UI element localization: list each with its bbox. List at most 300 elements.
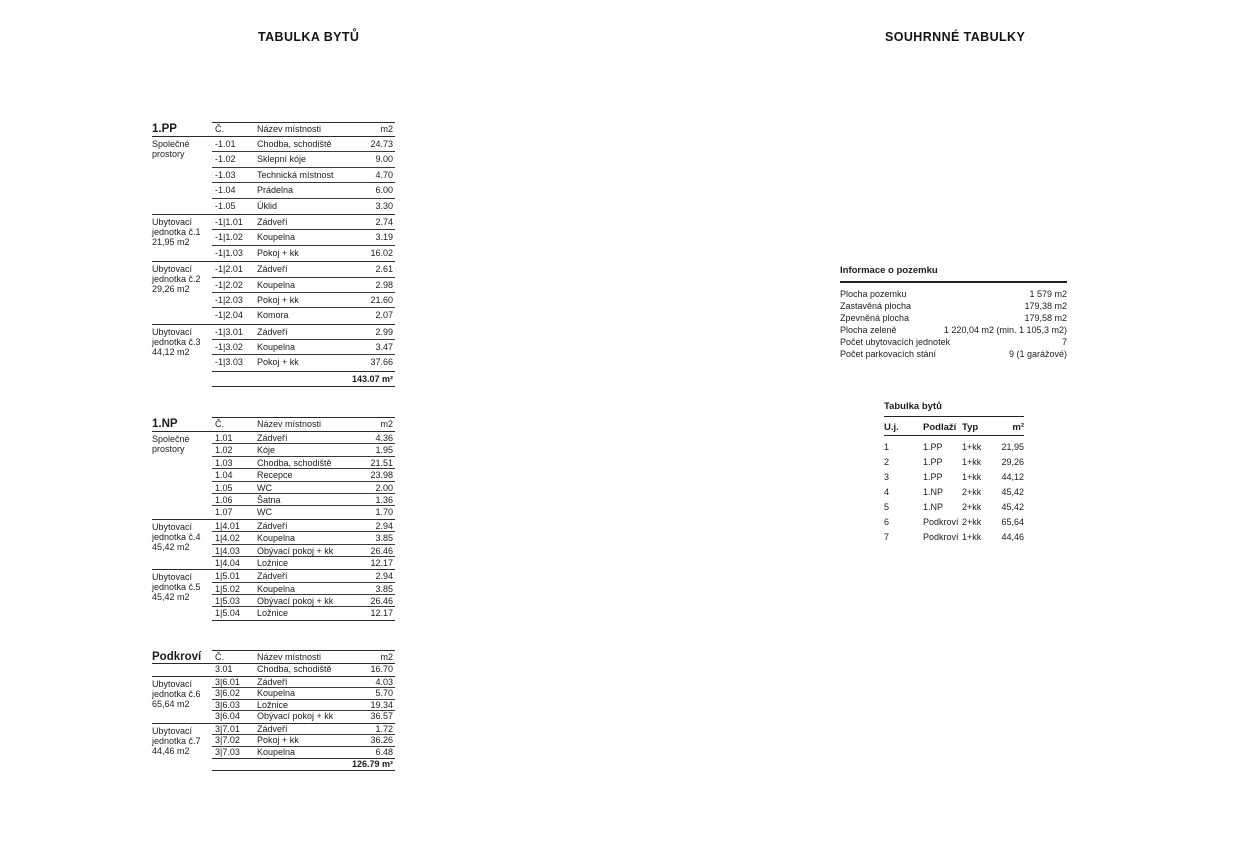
room-number: 1|4.04 [215,557,240,568]
group-rows [212,325,395,371]
apartment-row [884,455,1024,470]
apartment-cell: 1 [884,442,890,452]
floor-table-column-headers [212,417,395,431]
room-number: 1|5.03 [215,596,240,607]
apartment-cell: 3 [884,472,890,482]
room-number: 3|6.02 [215,688,240,698]
group-label [152,664,212,676]
room-row [212,545,395,557]
plot-info-label: Zastavěná plocha [840,301,912,311]
room-number: 3.01 [215,664,233,674]
room-name: Ložnice [257,608,289,619]
apartments-column-header: m² [1012,422,1024,433]
group-rows [212,677,395,723]
room-name: Obývací pokoj + kk [257,545,334,556]
room-number: -1.01 [215,139,236,149]
room-row [212,747,395,759]
room-area: 3.85 [375,583,393,594]
room-name: Obývací pokoj + kk [257,596,334,607]
room-number: 1|4.03 [215,545,240,556]
room-area: 21.51 [370,457,393,468]
floor-table-header-row [152,122,395,137]
column-header-number: Č. [215,419,224,429]
apartment-cell: Podkroví [923,517,959,527]
room-name: Šatna [257,494,281,505]
room-group [152,519,395,570]
floor-table-groups [152,432,395,621]
room-group [152,261,395,324]
floor-table-header-row [152,650,395,664]
room-area: 37.66 [370,357,393,368]
room-name: Úklid [257,200,278,211]
apartment-row [884,515,1024,530]
apartment-cell: 44,12 [1001,472,1024,482]
room-name: Chodba, schodiště [257,139,332,149]
room-area: 19.34 [370,699,393,710]
room-name: Koupelna [257,746,296,757]
room-group [152,676,395,723]
plot-info-row [840,324,1067,336]
room-name: Pokoj + kk [257,294,299,305]
room-name: Zádveří [257,216,288,227]
room-area: 2.07 [375,310,393,321]
apartment-cell: 6 [884,517,890,527]
room-area: 4.36 [375,433,393,443]
floor-name: Podkroví [152,651,202,663]
room-row [212,246,395,261]
floor-table-groups [152,664,395,758]
group-label-line: Ubytovací [152,264,193,275]
room-name: Zádveří [257,571,288,582]
room-name: Koupelna [257,688,296,698]
room-area: 16.70 [370,664,393,674]
room-row [212,215,395,230]
room-name: Komora [257,310,289,321]
room-row [212,570,395,582]
apartment-cell: 1.PP [923,457,943,467]
room-area: 23.98 [370,470,393,481]
apartment-cell: 21,95 [1001,442,1024,452]
room-name: Pokoj + kk [257,357,299,368]
room-row [212,325,395,340]
plot-info-row [840,300,1067,312]
group-label [152,570,212,621]
room-row [212,278,395,293]
room-number: 3|6.03 [215,699,240,710]
room-name: Koupelna [257,583,296,594]
room-number: -1|3.01 [215,326,243,337]
room-number: 1|4.01 [215,520,240,531]
group-rows [212,520,395,570]
group-label-line: 44,46 m2 [152,745,190,756]
room-area: 36.57 [370,711,393,721]
floor-table-header-row [152,417,395,432]
group-label-line: prostory [152,444,185,454]
group-label-line: Společné [152,139,190,149]
room-name: Koupelna [257,533,296,544]
apartments-column-header: Podlaží [923,422,957,433]
room-area: 5.70 [375,688,393,698]
group-label-line: 29,26 m2 [152,284,190,295]
floor-table-column-headers [212,650,395,663]
group-label-line: 21,95 m2 [152,236,190,247]
group-label [152,215,212,261]
group-label-line: jednotka č.7 [152,735,201,746]
room-area: 6.48 [375,746,393,757]
group-label [152,520,212,570]
plot-info-row [840,336,1067,348]
room-name: Zádveří [257,676,288,687]
group-label-line: jednotka č.1 [152,226,201,237]
plot-info-value: 7 [1061,337,1067,347]
apartment-cell: 44,46 [1001,532,1024,542]
room-row [212,595,395,607]
room-number: -1|2.01 [215,264,243,275]
room-name: Technická místnost [257,169,334,180]
room-row [212,532,395,544]
group-label [152,432,212,519]
room-row [212,152,395,167]
apartment-cell: 1+kk [962,532,982,542]
room-number: -1|1.02 [215,232,243,243]
apartment-cell: 65,64 [1001,517,1024,527]
group-label-line: 65,64 m2 [152,698,190,709]
room-row [212,711,395,723]
plot-info-value: 179,38 m2 [1024,301,1067,311]
room-row [212,700,395,712]
room-row [212,724,395,736]
room-name: Ložnice [257,557,289,568]
room-name: Ložnice [257,699,289,710]
room-name: Prádelna [257,185,294,196]
plot-info-value: 9 (1 garážové) [1008,349,1067,359]
column-header-area: m2 [380,419,393,429]
plot-info-label: Plocha pozemku [840,289,907,299]
floor-name: 1.PP [152,123,177,135]
apartments-table-headers [884,417,1024,436]
apartment-row [884,470,1024,485]
room-group [152,324,395,371]
room-area: 26.46 [370,545,393,556]
room-area: 3.85 [375,533,393,544]
room-group [152,432,395,519]
group-label-line: jednotka č.3 [152,336,201,347]
room-number: 1.02 [215,445,233,456]
column-header-room-name: Název místnosti [257,652,322,662]
column-header-area: m2 [380,124,393,134]
room-name: Chodba, schodiště [257,457,332,468]
room-area: 26.46 [370,596,393,607]
group-label [152,137,212,214]
room-number: -1|3.03 [215,357,243,368]
apartment-cell: 2+kk [962,487,982,497]
group-label-line: Ubytovací [152,326,193,337]
floor-total-row [212,371,395,387]
room-area: 3.30 [375,200,393,211]
room-area: 2.94 [375,520,393,531]
room-number: -1.04 [215,185,236,196]
room-area: 2.98 [375,279,393,290]
room-name: WC [257,482,272,493]
group-label-line: 44,12 m2 [152,346,190,357]
floor-room-table [152,650,395,771]
room-group [152,723,395,759]
room-name: Zádveří [257,433,288,443]
room-row [212,583,395,595]
room-name: Chodba, schodiště [257,664,332,674]
apartment-cell: 1.PP [923,472,943,482]
room-row [212,482,395,494]
room-area: 24.73 [370,139,393,149]
floor-table-groups [152,137,395,371]
page-title-left: TABULKA BYTŮ [258,30,360,44]
room-name: Zádveří [257,264,288,275]
room-name: Obývací pokoj + kk [257,711,334,721]
plot-info-label: Plocha zeleně [840,325,897,335]
apartment-cell: 2+kk [962,502,982,512]
group-label-line: jednotka č.5 [152,582,201,593]
group-rows [212,664,395,676]
room-row [212,262,395,277]
plot-info-value: 1 579 m2 [1029,289,1067,299]
room-area: 1.95 [375,445,393,456]
room-area: 1.72 [375,723,393,734]
floor-table-column-headers [212,122,395,136]
apartment-row [884,530,1024,545]
room-name: Koupelna [257,342,296,353]
room-row [212,432,395,444]
room-row [212,506,395,518]
group-label-line: 45,42 m2 [152,592,190,603]
room-area: 3.19 [375,232,393,243]
room-area: 2.99 [375,326,393,337]
group-label-line: jednotka č.4 [152,531,201,542]
room-name: Koupelna [257,232,296,243]
column-header-area: m2 [380,652,393,662]
room-area: 1.36 [375,494,393,505]
group-label-line: jednotka č.6 [152,688,201,699]
group-label [152,262,212,324]
apartment-row [884,500,1024,515]
room-row [212,340,395,355]
plot-info-label: Počet ubytovacích jednotek [840,337,951,347]
room-number: 1.07 [215,507,233,518]
apartments-table-rows [884,436,1024,545]
page-title-right: SOUHRNNÉ TABULKY [885,30,1026,44]
apartment-cell: 1.NP [923,487,944,497]
group-label-line: prostory [152,149,185,159]
apartment-cell: 7 [884,532,890,542]
group-rows [212,570,395,621]
apartment-cell: 2+kk [962,517,982,527]
plot-info-label: Počet parkovacích stání [840,349,937,359]
room-row [212,557,395,569]
room-name: Zádveří [257,723,288,734]
room-area: 6.00 [375,185,393,196]
room-number: 3|6.04 [215,711,240,721]
group-label-line: Ubytovací [152,572,193,583]
floor-total-row [212,758,395,771]
column-header-room-name: Název místnosti [257,419,322,429]
room-group [152,569,395,621]
room-row [212,137,395,152]
apartment-row [884,485,1024,500]
apartments-column-header: Typ [962,422,979,433]
group-label-line: 45,42 m2 [152,541,190,552]
room-area: 2.00 [375,482,393,493]
room-area: 12.17 [370,557,393,568]
room-name: Recepce [257,470,293,481]
group-label-line: Ubytovací [152,678,193,689]
plot-info-row [840,288,1067,300]
plot-info-title: Informace o pozemku [840,265,1067,283]
room-name: Pokoj + kk [257,735,299,745]
room-name: Koupelna [257,279,296,290]
room-number: -1.03 [215,169,236,180]
group-label-line: Společné [152,434,190,444]
plot-info-row [840,312,1067,324]
room-name: Zádveří [257,326,288,337]
room-group [152,137,395,214]
room-area: 9.00 [375,154,393,165]
room-area: 1.70 [375,507,393,518]
room-row [212,293,395,308]
apartment-cell: 2 [884,457,890,467]
room-number: -1|2.03 [215,294,243,305]
room-area: 3.47 [375,342,393,353]
room-area: 36.26 [370,735,393,745]
apartments-summary-table [884,401,1024,545]
room-group [152,214,395,261]
room-number: 1|5.01 [215,571,240,582]
room-number: 1.05 [215,482,233,493]
apartments-column-header: U.j. [884,422,899,433]
apartment-cell: 5 [884,502,890,512]
room-group [152,664,395,676]
apartment-cell: 1+kk [962,442,982,452]
room-number: 1|5.02 [215,583,240,594]
room-row [212,520,395,532]
apartment-cell: 45,42 [1001,502,1024,512]
column-header-number: Č. [215,124,224,134]
room-name: Zádveří [257,520,288,531]
column-header-room-name: Název místnosti [257,124,322,134]
apartment-cell: 1+kk [962,472,982,482]
room-area: 16.02 [370,247,393,258]
floor-name: 1.NP [152,418,178,430]
room-row [212,444,395,456]
apartment-cell: 45,42 [1001,487,1024,497]
room-number: 1.03 [215,457,233,468]
room-row [212,199,395,214]
room-number: -1|3.02 [215,342,243,353]
group-label [152,325,212,371]
group-rows [212,215,395,261]
room-row [212,469,395,481]
room-name: WC [257,507,272,518]
room-row [212,168,395,183]
room-number: 1|5.04 [215,608,240,619]
apartment-cell: 4 [884,487,890,497]
plot-info-rows [840,288,1067,360]
room-name: Kóje [257,445,276,456]
room-number: 1.04 [215,470,233,481]
plot-info-row [840,348,1067,360]
apartment-cell: Podkroví [923,532,959,542]
room-area: 12.17 [370,608,393,619]
room-area: 4.70 [375,169,393,180]
room-row [212,664,395,676]
apartment-cell: 29,26 [1001,457,1024,467]
room-row [212,677,395,689]
room-number: 1.01 [215,433,233,443]
plot-info-table [840,265,1067,360]
room-number: 1|4.02 [215,533,240,544]
room-number: -1.05 [215,200,236,211]
room-number: 1.06 [215,494,233,505]
group-rows [212,432,395,519]
floor-room-table [152,417,395,621]
room-number: 3|6.01 [215,676,240,687]
room-name: Pokoj + kk [257,247,299,258]
group-label-line: Ubytovací [152,521,193,532]
floor-room-table [152,122,395,387]
plot-info-value: 1 220,04 m2 (min. 1 105,3 m2) [943,325,1067,335]
room-row [212,230,395,245]
room-row [212,355,395,370]
floor-total-area: 126.79 m² [351,759,393,769]
room-area: 21.60 [370,294,393,305]
apartment-cell: 1+kk [962,457,982,467]
plot-info-value: 179,58 m2 [1024,313,1067,323]
room-number: 3|7.03 [215,746,240,757]
group-label-line: jednotka č.2 [152,274,201,285]
room-row [212,688,395,700]
room-row [212,457,395,469]
apartment-cell: 1.NP [923,502,944,512]
apartment-row [884,440,1024,455]
room-number: -1|1.03 [215,247,243,258]
room-number: 3|7.02 [215,735,240,745]
room-row [212,494,395,506]
group-rows [212,724,395,759]
room-row [212,607,395,619]
room-row [212,308,395,323]
room-area: 2.94 [375,571,393,582]
group-rows [212,137,395,214]
group-label-line: Ubytovací [152,216,193,227]
floor-total-area: 143.07 m² [351,373,393,384]
room-name: Sklepní kóje [257,154,307,165]
room-number: -1|1.01 [215,216,243,227]
apartment-cell: 1.PP [923,442,943,452]
room-row [212,183,395,198]
column-header-number: Č. [215,652,224,662]
room-area: 2.74 [375,216,393,227]
room-row [212,735,395,747]
room-number: 3|7.01 [215,723,240,734]
group-rows [212,262,395,324]
group-label [152,724,212,759]
apartments-table-title: Tabulka bytů [884,401,1024,417]
room-area: 2.61 [375,264,393,275]
room-number: -1|2.04 [215,310,243,321]
room-number: -1|2.02 [215,279,243,290]
room-area: 4.03 [375,676,393,687]
room-number: -1.02 [215,154,236,165]
group-label-line: Ubytovací [152,725,193,736]
plot-info-label: Zpevněná plocha [840,313,910,323]
